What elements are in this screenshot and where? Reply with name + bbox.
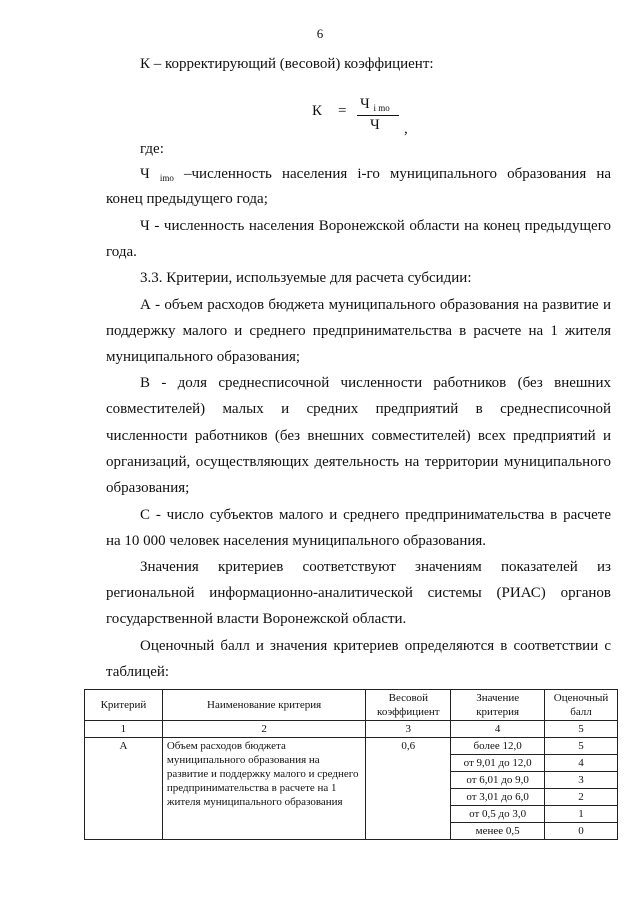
header-criterion: Критерий — [85, 690, 163, 721]
crit-a-line1: А - объем расходов бюджета муниципального образования на развитие и — [140, 297, 611, 313]
range-score: 0 — [545, 823, 618, 840]
values-line2: региональной информационно-аналитической системы (РИАС) органов — [106, 585, 611, 601]
fraction-bar — [357, 115, 399, 116]
range-score: 5 — [545, 738, 618, 755]
formula-numerator: Ч $_{i mo}$ — [360, 96, 390, 113]
range-value: менее 0,5 — [451, 823, 545, 840]
range-score: 2 — [545, 789, 618, 806]
crit-b-line5: образования; — [106, 480, 190, 496]
where-label: где: — [140, 141, 164, 157]
crit-a-line2: поддержку малого и среднего предпринимательства в расчете на 1 жителя — [106, 323, 611, 339]
table-header-row — [85, 690, 618, 721]
score-line2: таблицей: — [106, 664, 170, 680]
k-definition: К – корректирующий (весовой) коэффициент: — [140, 56, 434, 72]
crit-c-line1: С - число субъектов малого и среднего предпринимательства в расчете — [140, 507, 611, 523]
row-name: Объем расходов бюджета муниципального образования на развитие и поддержку малого и среднего предпринимательства в расчете на 1 жителя муниципального образования — [162, 738, 365, 840]
def1-line2: конец предыдущего года; — [106, 191, 268, 207]
range-score: 1 — [545, 806, 618, 823]
col-number: 1 — [85, 721, 163, 738]
def2-line2: года. — [106, 244, 137, 260]
formula-equals: = — [338, 103, 347, 119]
crit-a-line3: муниципального образования; — [106, 349, 301, 365]
score-line1: Оценочный балл и значения критериев определяются в соответствии с — [140, 638, 611, 654]
range-score: 3 — [545, 772, 618, 789]
section-title: 3.3. Критерии, используемые для расчета субсидии: — [140, 270, 472, 286]
row-criterion: А — [85, 738, 163, 840]
header-weight: Весовой коэффициент — [366, 690, 451, 721]
row-weight: 0,6 — [366, 738, 451, 840]
col-number: 2 — [162, 721, 365, 738]
header-name: Наименование критерия — [162, 690, 365, 721]
table-row — [85, 738, 618, 755]
crit-b-line4: организаций, осуществляющих деятельность на территории муниципального — [106, 454, 611, 470]
crit-b-line2: совместителей) малых и средних предприятий в среднесписочной — [106, 401, 611, 417]
header-score: Оценочный балл — [545, 690, 618, 721]
def2-line1: Ч - численность населения Воронежской области на конец предыдущего — [140, 218, 611, 234]
table-number-row — [85, 721, 618, 738]
criteria-table — [84, 689, 618, 840]
formula-comma: , — [404, 121, 408, 137]
crit-c-line2: на 10 000 человек населения муниципального образования. — [106, 533, 487, 549]
header-value: Значение критерия — [451, 690, 545, 721]
values-line1: Значения критериев соответствуют значениям показателей из — [140, 559, 611, 575]
crit-b-line3: численности работников (без внешних совместителей) всех предприятий и — [106, 428, 611, 444]
range-score: 4 — [545, 755, 618, 772]
range-value: более 12,0 — [451, 738, 545, 755]
range-value: от 6,01 до 9,0 — [451, 772, 545, 789]
range-value: от 3,01 до 6,0 — [451, 789, 545, 806]
def1-line1: Ч $_{imo}$ –численность населения i-го муниципального образования на — [140, 166, 612, 183]
formula-numerator-sub: i mo — [373, 103, 390, 113]
formula-denominator: Ч — [370, 117, 380, 133]
formula-lhs: К — [312, 103, 323, 119]
col-number: 3 — [366, 721, 451, 738]
col-number: 5 — [545, 721, 618, 738]
crit-b-line1: В - доля среднесписочной численности работников (без внешних — [140, 375, 611, 391]
range-value: от 9,01 до 12,0 — [451, 755, 545, 772]
page-number: 6 — [316, 26, 324, 41]
values-line3: государственной власти Воронежской области. — [106, 611, 407, 627]
col-number: 4 — [451, 721, 545, 738]
range-value: от 0,5 до 3,0 — [451, 806, 545, 823]
